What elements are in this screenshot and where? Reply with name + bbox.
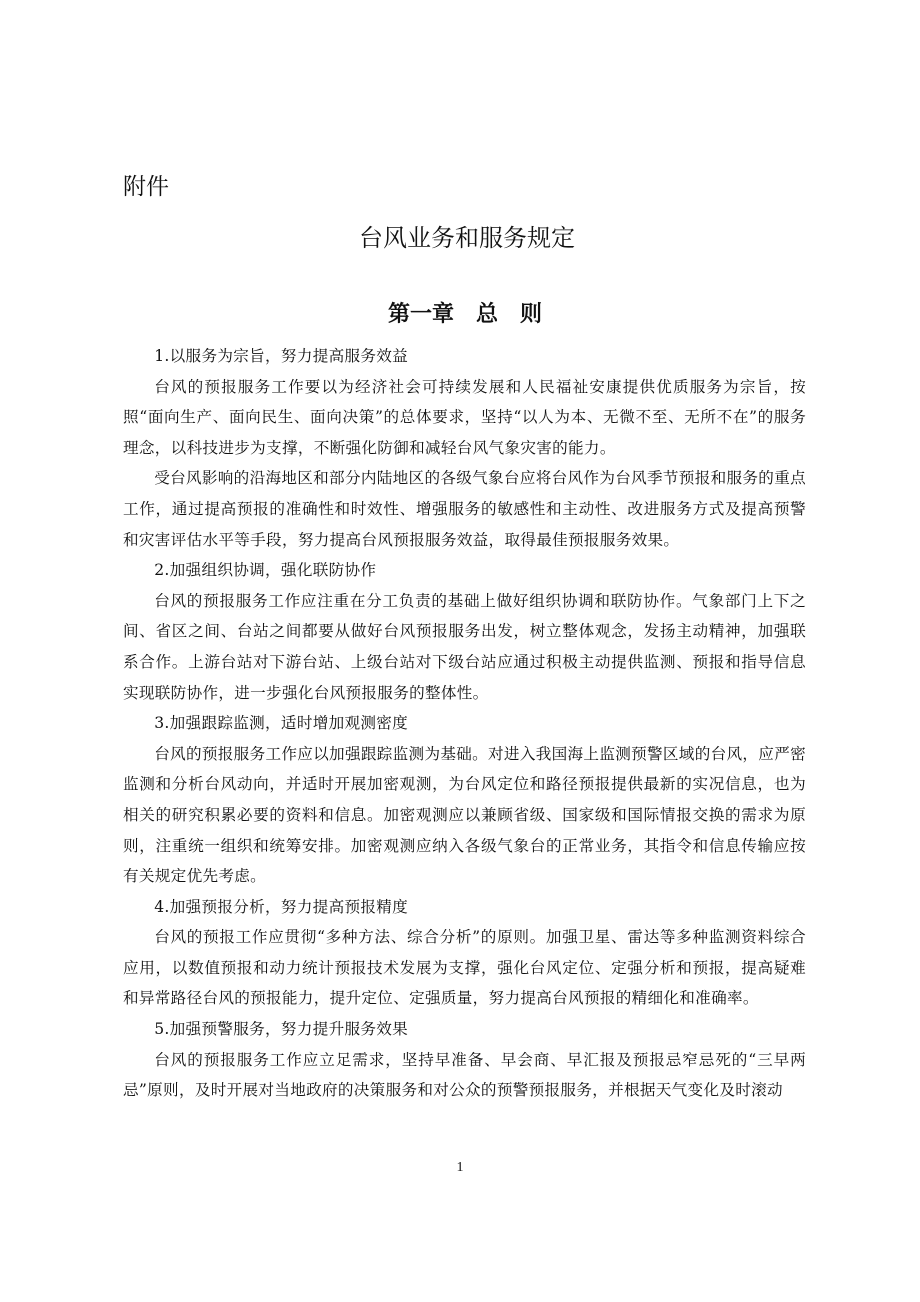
body-text <box>123 341 806 1106</box>
section-heading: 5.加强预警服务，努力提升服务效果 <box>154 1020 409 1039</box>
page-number: 1 <box>456 1160 464 1175</box>
section-heading: 4.加强预报分析，努力提高预报精度 <box>154 897 409 916</box>
body-paragraph: 台风的预报服务工作应立足需求，坚持早准备、早会商、早汇报及预报忌窄忌死的“三早两忌”原则，及时开展对当地政府的决策服务和对公众的预警预报服务，并根据天气变化及时滚动 <box>123 1050 806 1100</box>
body-paragraph: 台风的预报服务工作要以为经济社会可持续发展和人民福祉安康提供优质服务为宗旨，按照“面向生产、面向民生、面向决策”的总体要求，坚持“以人为本、无微不至、无所不在”的服务理念，以科技进步为支撑，不断强化防御和减轻台风气象灾害的能力。 <box>123 377 806 457</box>
section-heading: 1.以服务为宗旨，努力提高服务效益 <box>154 347 409 365</box>
body-paragraph: 受台风影响的沿海地区和部分内陆地区的各级气象台应将台风作为台风季节预报和服务的重点工作，通过提高预报的准确性和时效性、增强服务的敏感性和主动性、改进服务方式及提高预警和灾害评估水平等手段，努力提高台风预报服务效益，取得最佳预报服务效果。 <box>123 469 806 549</box>
chapter-title: 第一章 总 则 <box>387 302 542 327</box>
section-heading: 3.加强跟踪监测，适时增加观测密度 <box>154 714 409 733</box>
attachment-label: 附件 <box>123 174 169 200</box>
body-paragraph: 台风的预报工作应贯彻“多种方法、综合分析”的原则。加强卫星、雷达等多种监测资料综合应用，以数值预报和动力统计预报技术发展为支撑，强化台风定位、定强分析和预报，提高疑难和异常路径台风的预报能力，提升定位、定强质量，努力提高台风预报的精细化和准确率。 <box>123 928 806 1008</box>
body-paragraph: 台风的预报服务工作应以加强跟踪监测为基础。对进入我国海上监测预警区域的台风，应严密监测和分析台风动向，并适时开展加密观测，为台风定位和路径预报提供最新的实况信息，也为相关的研究积累必要的资料和信息。加密观测应以兼顾省级、国家级和国际情报交换的需求为原则，注重统一组织和统筹安排。加密观测应纳入各级气象台的正常业务，其指令和信息传输应按有关规定优先考虑。 <box>123 744 806 886</box>
section-heading: 2.加强组织协调，强化联防协作 <box>154 561 377 580</box>
body-paragraph: 台风的预报服务工作应注重在分工负责的基础上做好组织协调和联防协作。气象部门上下之间、省区之间、台站之间都要从做好台风预报服务出发，树立整体观念，发扬主动精神，加强联系合作。上游台站对下游台站、上级台站对下级台站应通过积极主动提供监测、预报和指导信息实现联防协作，进一步强化台风预报服务的整体性。 <box>123 591 806 702</box>
document-title: 台风业务和服务规定 <box>359 224 575 252</box>
